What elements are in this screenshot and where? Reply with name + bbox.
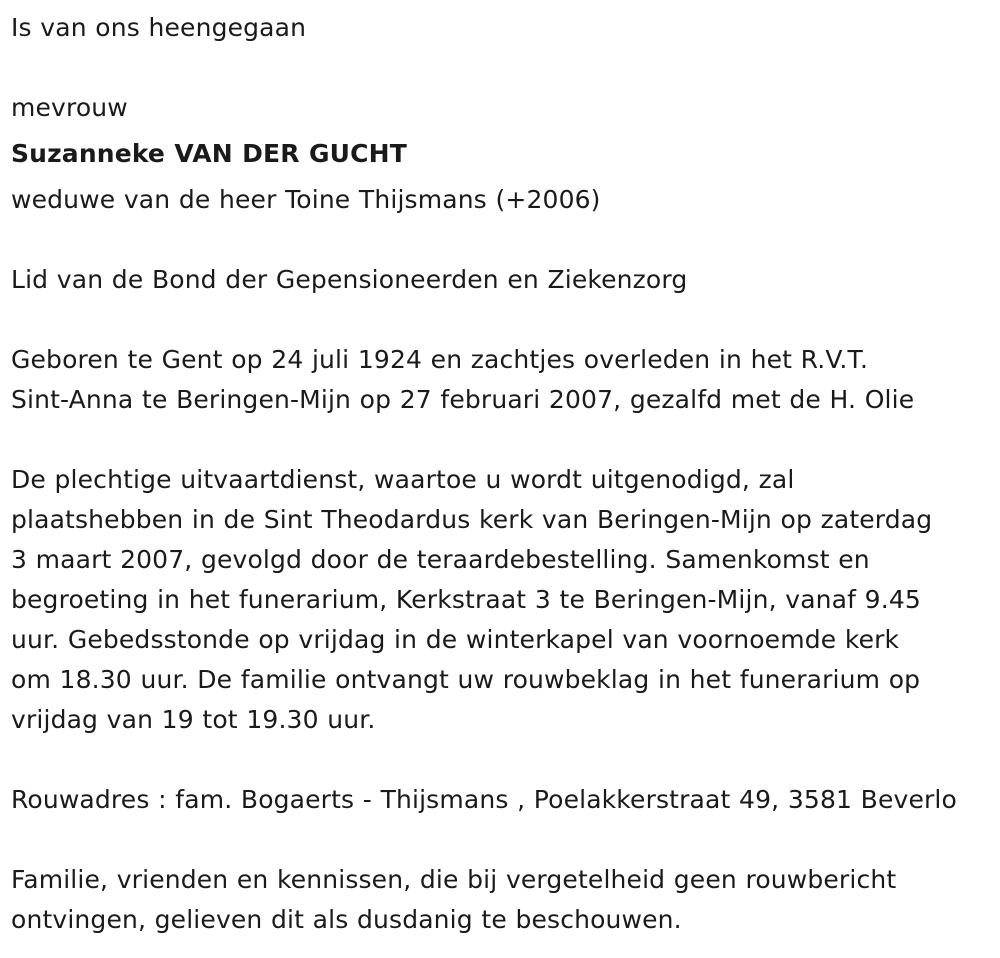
title-prefix: mevrouw [11, 93, 128, 122]
paragraph-line: Geboren te Gent op 24 juli 1924 en zachtjes overleden in het R.V.T. [11, 345, 869, 374]
paragraph-line: begroeting in het funerarium, Kerkstraat 3 te Beringen-Mijn, vanaf 9.45 [11, 585, 921, 614]
paragraph-line: De plechtige uitvaartdienst, waartoe u wordt uitgenodigd, zal [11, 465, 795, 494]
membership-text: Lid van de Bond der Gepensioneerden en Ziekenzorg [11, 265, 688, 294]
birth-death-paragraph [11, 340, 996, 420]
paragraph-line: om 18.30 uur. De familie ontvangt uw rouwbeklag in het funerarium op [11, 665, 921, 694]
paragraph-line: vrijdag van 19 tot 19.30 uur. [11, 705, 376, 734]
funeral-paragraph [11, 460, 996, 740]
paragraph-line: Familie, vrienden en kennissen, die bij vergetelheid geen rouwbericht [11, 865, 897, 894]
deceased-name: Suzanneke VAN DER GUCHT [11, 139, 407, 168]
intro-text: Is van ons heengegaan [11, 13, 307, 42]
death-notice [11, 8, 996, 940]
widow-of-text: weduwe van de heer Toine Thijsmans (+2006) [11, 185, 601, 214]
paragraph-line: plaatshebben in de Sint Theodardus kerk van Beringen-Mijn op zaterdag [11, 505, 933, 534]
mourning-address: Rouwadres : fam. Bogaerts - Thijsmans , Poelakkerstraat 49, 3581 Beverlo [11, 785, 957, 814]
paragraph-line: uur. Gebedsstonde op vrijdag in de winterkapel van voornoemde kerk [11, 625, 900, 654]
paragraph-line: Sint-Anna te Beringen-Mijn op 27 februari 2007, gezalfd met de H. Olie [11, 385, 915, 414]
paragraph-line: 3 maart 2007, gevolgd door de teraardebestelling. Samenkomst en [11, 545, 870, 574]
closing-paragraph [11, 860, 996, 940]
paragraph-line: ontvingen, gelieven dit als dusdanig te beschouwen. [11, 905, 682, 934]
